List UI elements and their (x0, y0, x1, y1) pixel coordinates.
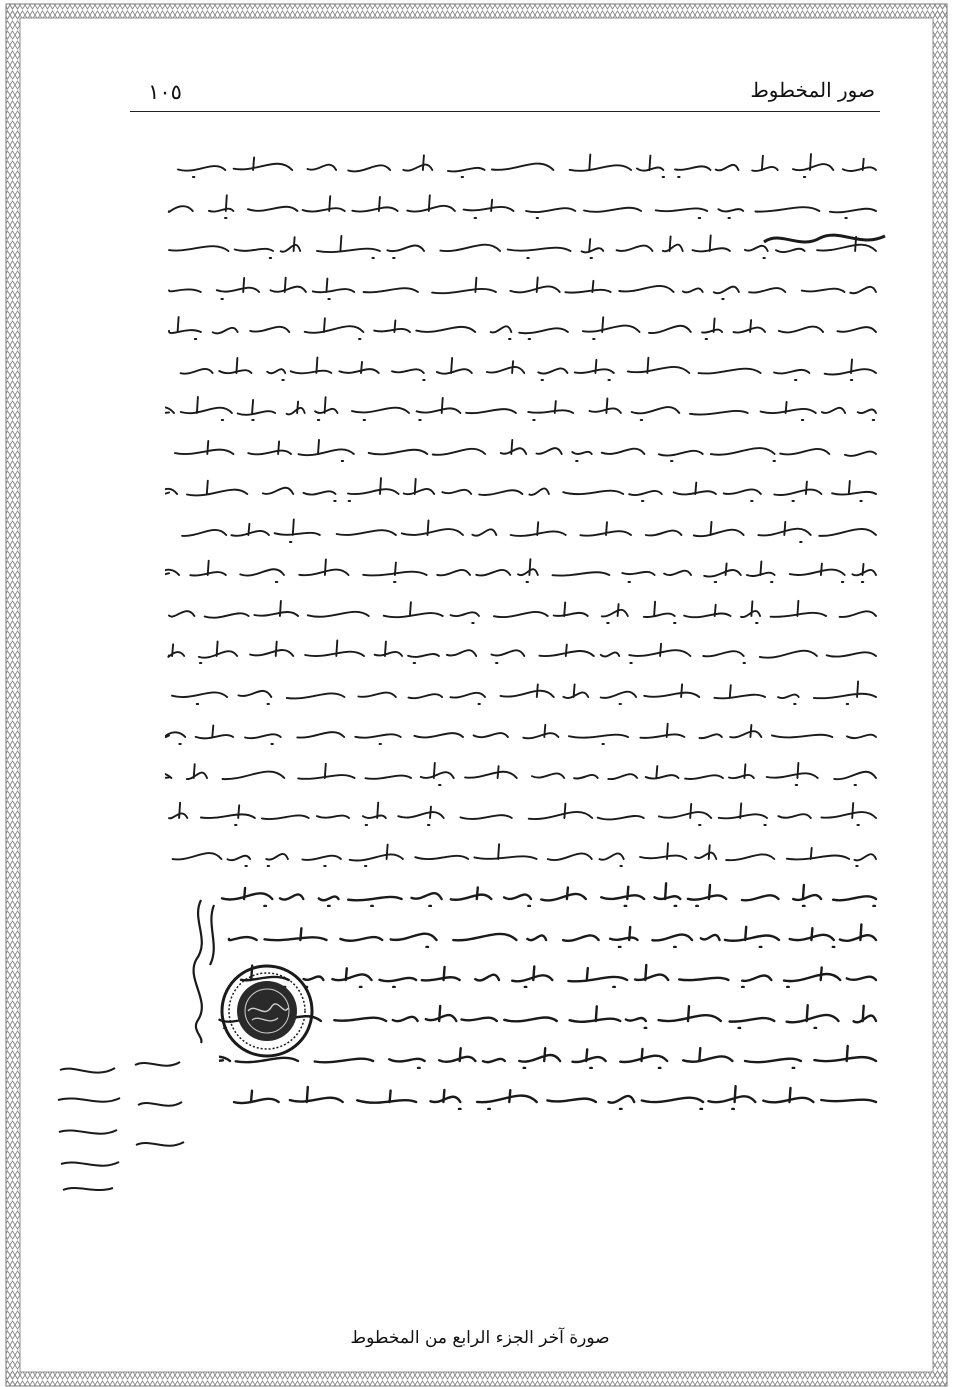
margin-note-left-1 (55, 1060, 125, 1200)
manuscript-line (165, 555, 880, 583)
manuscript-line (165, 353, 880, 381)
margin-note-right (760, 220, 890, 260)
manuscript-line (165, 636, 880, 664)
manuscript-line (165, 150, 880, 178)
manuscript-line (165, 596, 880, 624)
manuscript-line (165, 798, 880, 826)
manuscript-line (165, 434, 880, 462)
figure-caption: صورة آخر الجزء الرابع من المخطوط (350, 1328, 610, 1348)
manuscript-line (214, 879, 880, 907)
manuscript-line (165, 474, 880, 502)
manuscript-line (165, 758, 880, 786)
manuscript-line (165, 717, 880, 745)
manuscript-line (165, 312, 880, 340)
manuscript-line (165, 677, 880, 705)
seal-stamp (218, 962, 316, 1060)
manuscript-line (165, 839, 880, 867)
manuscript-line (165, 272, 880, 300)
manuscript-line (219, 1041, 880, 1069)
header-rule (130, 111, 880, 112)
manuscript-line (165, 393, 880, 421)
manuscript-line (230, 1082, 880, 1110)
running-title: صور المخطوط (750, 78, 875, 102)
manuscript-line (165, 191, 880, 219)
manuscript-line (225, 920, 880, 948)
page-number: ١٠٥ (148, 80, 182, 104)
manuscript-line (165, 515, 880, 543)
margin-note-left-2 (130, 1050, 190, 1170)
manuscript-line (237, 960, 880, 988)
